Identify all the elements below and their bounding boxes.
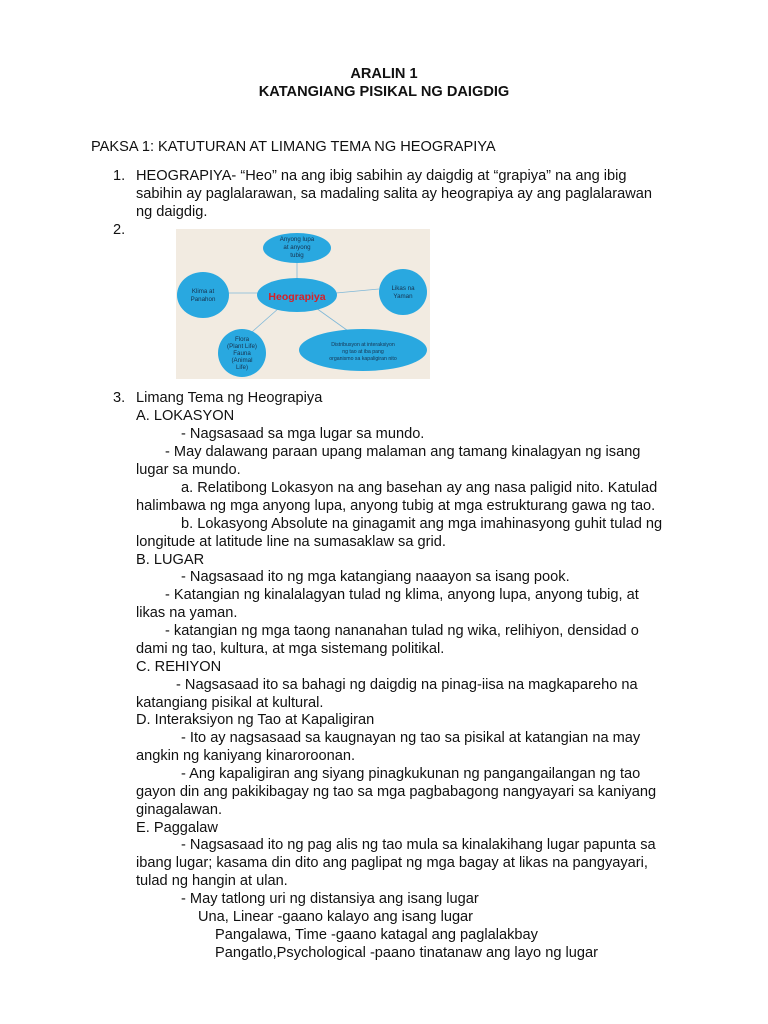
topic-heading: PAKSA 1: KATUTURAN AT LIMANG TEMA NG HEOGRAPIYA (91, 139, 496, 155)
lesson-number: ARALIN 1 (350, 66, 418, 82)
diagram-bottom-right-line: organismo sa kapaligiran nito (329, 356, 397, 362)
diagram-top-line: Anyong lupa (279, 236, 315, 243)
lesson-title: KATANGIANG PISIKAL NG DAIGDIG (258, 84, 510, 100)
definition-line: HEOGRAPIYA- “Heo” na ang ibig sabihin ay daigdig at “grapiya” na ang ibig (136, 168, 627, 184)
theme-heading: C. REHIYON (136, 659, 222, 675)
list-number-3: 3. (113, 390, 126, 406)
body-line: - Nagsasaad ito ng pag alis ng tao mula sa kinalakihang lugar papunta sa (181, 837, 656, 853)
diagram-right-line: Yaman (393, 293, 413, 300)
distance-type-line: Pangalawa, Time -gaano katagal ang paglalakbay (215, 927, 538, 943)
body-line: likas na yaman. (136, 605, 238, 621)
body-line: lugar sa mundo. (136, 462, 241, 478)
body-line: - Katangian ng kinalalagyan tulad ng klima, anyong lupa, anyong tubig, at (165, 587, 639, 603)
body-line: - May tatlong uri ng distansiya ang isang lugar (181, 891, 479, 907)
diagram-bottom-left-line: Life) (235, 364, 249, 371)
heograpiya-concept-diagram (176, 229, 430, 379)
list-number-2: 2. (113, 222, 126, 238)
theme-heading: D. Interaksiyon ng Tao at Kapaligiran (136, 712, 375, 728)
body-line: - Nagsasaad sa mga lugar sa mundo. (181, 426, 425, 442)
body-line: - May dalawang paraan upang malaman ang tamang kinalagyan ng isang (165, 444, 641, 460)
body-line: tulad ng hangin at ulan. (136, 873, 288, 889)
diagram-right-line: Likas na (391, 285, 415, 292)
bubble-right (379, 269, 427, 315)
list-number-1: 1. (113, 168, 126, 184)
body-line: - Ang kapaligiran ang siyang pinagkukunan ng pangangailangan ng tao (181, 766, 641, 782)
body-line: - Ito ay nagsasaad sa kaugnayan ng tao sa pisikal at katangian na may (181, 730, 641, 746)
body-line: angkin ng kaniyang kinaroroonan. (136, 748, 356, 764)
distance-type-line: Pangatlo,Psychological -paano tinatanaw ang layo ng lugar (215, 945, 598, 961)
bubble-left (177, 272, 229, 318)
body-line: a. Relatibong Lokasyon na ang basehan ay ang nasa paligid nito. Katulad (181, 480, 658, 496)
diagram-bottom-left-line: (Animal (231, 357, 253, 364)
theme-heading: B. LUGAR (136, 552, 205, 568)
theme-heading: A. LOKASYON (136, 408, 235, 424)
body-line: gayon din ang pakikibagay ng tao sa mga pagbabagong nangyayari sa kaniyang (136, 784, 657, 800)
body-line: longitude at latitude line na sumasaklaw sa grid. (136, 534, 446, 550)
theme-heading: E. Paggalaw (136, 820, 218, 836)
diagram-top-line: at anyong (283, 244, 311, 251)
diagram-bottom-left-line: Flora (234, 336, 250, 343)
definition-line: sabihin ay paglalarawan, sa madaling salita ay heograpiya ay ang paglalarawan (136, 186, 652, 202)
body-line: - Nagsasaad ito sa bahagi ng daigdig na pinag-iisa na magkapareho na (176, 677, 638, 693)
distance-type-line: Una, Linear -gaano kalayo ang isang lugar (198, 909, 474, 925)
themes-heading: Limang Tema ng Heograpiya (136, 390, 323, 406)
body-line: halimbawa ng mga anyong lupa, anyong tubig at mga estrukturang gawa ng tao. (136, 498, 656, 514)
diagram-top-line: tubig (290, 252, 304, 259)
body-line: katangiang pisikal at kultural. (136, 695, 324, 711)
diagram-left-line: Klima at (191, 288, 215, 295)
definition-line: ng daigdig. (136, 204, 208, 220)
body-line: b. Lokasyong Absolute na ginagamit ang mga imahinasyong guhit tulad ng (181, 516, 663, 532)
body-line: ibang lugar; kasama din dito ang paglipat ng mga bagay at likas na pangyayari, (136, 855, 648, 871)
body-line: - Nagsasaad ito ng mga katangiang naaayon sa isang pook. (181, 569, 570, 585)
diagram-center-label: Heograpiya (268, 291, 326, 303)
diagram-bottom-right-line: Distribusyon at interaksiyon (331, 342, 395, 348)
diagram-bottom-right-line: ng tao at iba pang (342, 349, 384, 355)
diagram-left-line: Panahon (190, 296, 216, 303)
body-line: - katangian ng mga taong nananahan tulad ng wika, relihiyon, densidad o (165, 623, 639, 639)
body-line: dami ng tao, kultura, at mga sistemang politikal. (136, 641, 445, 657)
diagram-bottom-left-line: (Plant Life) (227, 343, 257, 350)
diagram-bottom-left-line: Fauna (233, 350, 251, 357)
body-line: ginagalawan. (136, 802, 223, 818)
